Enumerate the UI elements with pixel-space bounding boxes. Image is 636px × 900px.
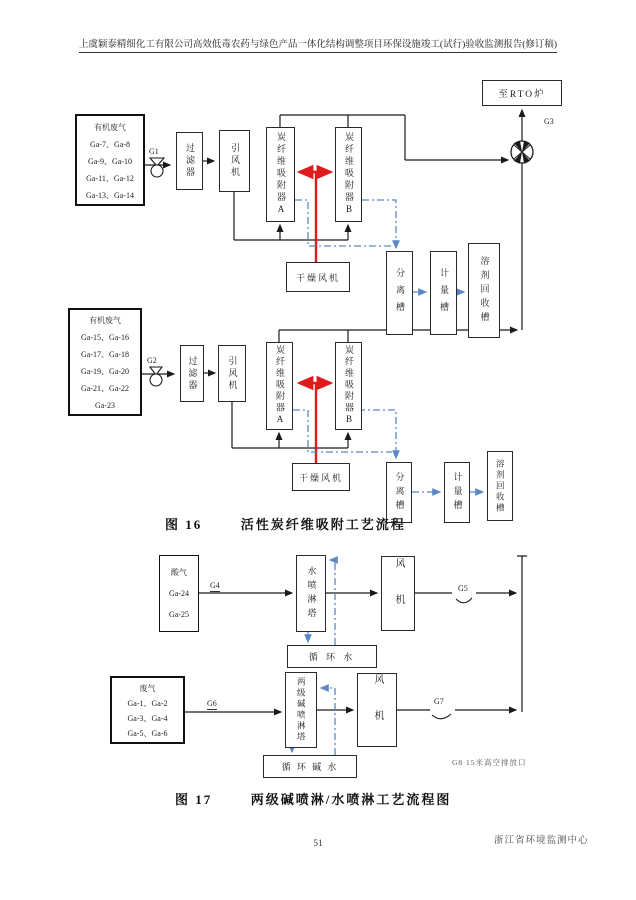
fig16-flow2-meter-box: 计量槽 (444, 462, 470, 523)
g7-symbol-arc (432, 714, 451, 719)
source-line: Ga-23 (95, 401, 115, 410)
fig17-water-spray-tower-box: 水喷淋塔 (296, 555, 326, 632)
source-title: 废气 (139, 684, 156, 693)
fig17-alkali-spray-tower-box: 两级碱喷淋塔 (285, 672, 317, 748)
fig16-caption (165, 514, 406, 533)
fig16-flow2-adsorber-a-box: 炭纤维吸附器A (266, 342, 293, 430)
fig16-flow1-adsorber-b-box: 炭纤维吸附器B (335, 127, 362, 222)
source-line: Ga-25 (169, 610, 189, 619)
fig16-flow1-recovery-box: 溶剂回收槽 (468, 243, 500, 338)
fan-g3-symbol (511, 141, 533, 163)
source-title: 酸气 (171, 568, 187, 577)
fig16-flow1-dry-fan-box: 干燥风机 (286, 262, 350, 292)
fig17-alkali-fan-box: 风机 (357, 673, 397, 747)
g2-label: G2 (147, 356, 157, 365)
source-line: Ga-17、Ga-18 (81, 350, 129, 359)
fig16-flow2-filter-box: 过滤器 (180, 345, 204, 402)
source-line: Ga-7、Ga-8 (90, 140, 130, 149)
fig16-flow1-separator-box: 分离槽 (386, 251, 413, 335)
source-line: Ga-19、Ga-20 (81, 367, 129, 376)
g5-label: G5 (458, 584, 468, 593)
source-line: Ga-11、Ga-12 (86, 174, 134, 183)
source-line: Ga-21、Ga-22 (81, 384, 129, 393)
fig16-flow1-fan-box: 引风机 (219, 130, 250, 192)
footer-organization: 浙江省环境监测中心 (494, 836, 589, 846)
fig16-caption-number: 图 16 (165, 517, 203, 532)
g5-symbol-arc (456, 598, 472, 603)
fig17-circulating-water-box: 循 环 水 (287, 645, 377, 668)
fig16-steam-lines-red (299, 172, 331, 463)
fig17-caption (175, 789, 451, 808)
source-title: 有机废气 (89, 316, 121, 325)
fig16-flow2-recovery-box: 溶剂回收槽 (487, 451, 513, 521)
header-title: 上虞颖泰精细化工有限公司高效低毒农药与绿色产品一体化结构调整项目环保设施竣工(试行)验收监测报告(修订稿) (79, 36, 557, 53)
stack-discharge-note: G8 15米高空排放口 (452, 758, 527, 767)
fig17-caption-number: 图 17 (175, 792, 213, 807)
source-line: Ga-13、Ga-14 (86, 191, 134, 200)
source-line: Ga-15、Ga-16 (81, 333, 129, 342)
fig17-water-fan-box: 风机 (381, 556, 415, 631)
g4-label: G4 (210, 581, 220, 590)
fig17-acid-source-box (159, 555, 199, 632)
fig16-flow2-fan-box: 引风机 (218, 345, 246, 402)
fig16-flow1-adsorber-a-box: 炭纤维吸附器A (266, 127, 295, 222)
fig16-flow1-meter-box: 计量槽 (430, 251, 457, 335)
source-line: Ga-9、Ga-10 (88, 157, 132, 166)
source-line: Ga-24 (169, 589, 189, 598)
valve-g1-symbol (150, 158, 164, 177)
page-number: 51 (313, 838, 323, 848)
g7-label: G7 (434, 697, 444, 706)
fig16-caption-title: 活性炭纤维吸附工艺流程 (240, 517, 406, 532)
fig16-flow2-dry-fan-box: 干燥风机 (292, 463, 350, 491)
fig16-flow2-source-box (68, 308, 142, 416)
fig16-flow1-filter-box: 过滤器 (176, 132, 203, 190)
fig16-flow2-separator-box: 分离槽 (386, 462, 412, 523)
rto-furnace-box: 至RTO炉 (482, 80, 562, 106)
g1-label: G1 (149, 147, 159, 156)
source-title: 有机废气 (94, 123, 126, 132)
source-line: Ga-5、Ga-6 (127, 729, 168, 738)
valve-g2-symbol (150, 367, 162, 386)
source-line: Ga-1、Ga-2 (127, 699, 168, 708)
source-line: Ga-3、Ga-4 (127, 714, 168, 723)
fig17-waste-gas-source-box (110, 676, 185, 744)
fig16-flow2-adsorber-b-box: 炭纤维吸附器B (335, 342, 362, 430)
g6-label: G6 (207, 699, 217, 708)
fig17-caption-title: 两级碱喷淋/水喷淋工艺流程图 (250, 792, 452, 807)
fig17-flow-lines (185, 556, 527, 712)
fig16-flow1-source-box (75, 114, 145, 206)
fig17-circulating-alkali-box: 循 环 碱 水 (263, 755, 357, 778)
g3-label: G3 (544, 117, 554, 126)
